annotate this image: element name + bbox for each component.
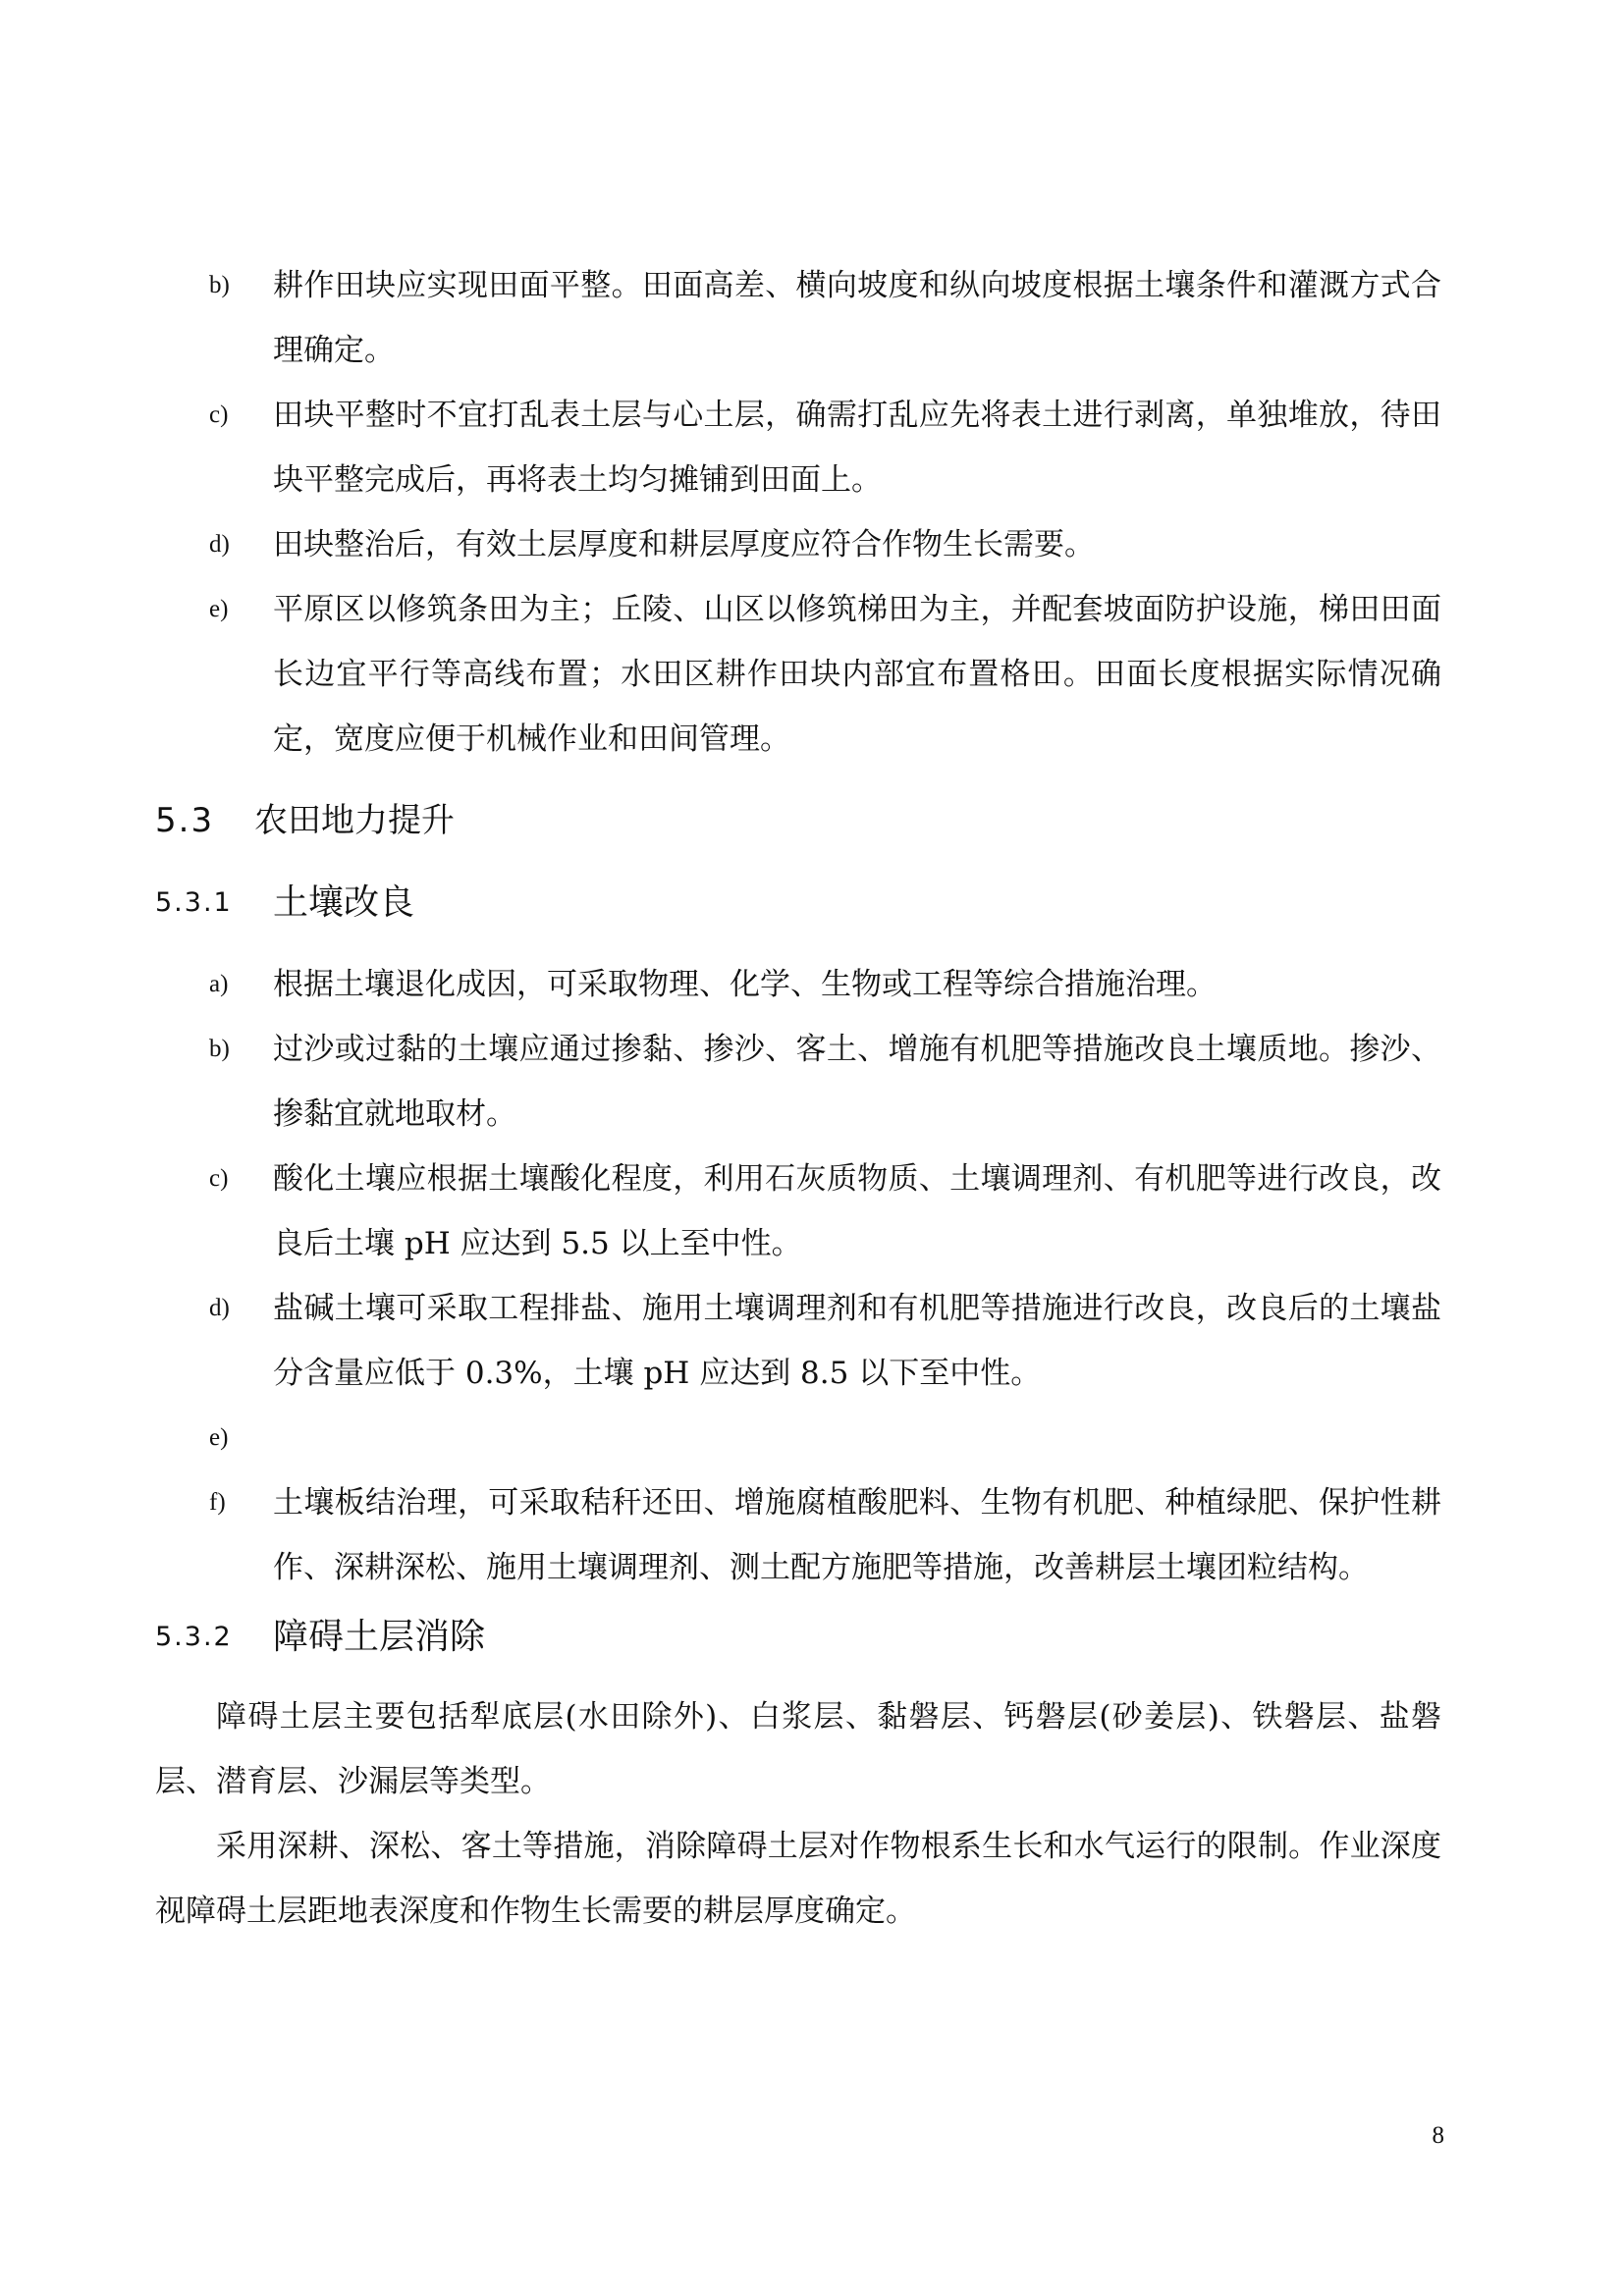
subsection-heading xyxy=(155,1618,1441,1657)
list-marker: e) xyxy=(209,1424,229,1451)
list-item-empty xyxy=(155,1406,1441,1470)
list-item xyxy=(155,1470,1441,1600)
list-marker: d) xyxy=(209,531,230,558)
list-item xyxy=(155,577,1441,772)
list-marker: e) xyxy=(209,596,229,622)
list-item xyxy=(155,1147,1441,1276)
list-item-text: 盐碱土壤可采取工程排盐、施用土壤调理剂和有机肥等措施进行改良，改良后的土壤盐分含量应低于 0.3%，土壤 pH 应达到 8.5 以下至中性。 xyxy=(273,1291,1441,1391)
list-item-text: 过沙或过黏的土壤应通过掺黏、掺沙、客土、增施有机肥等措施改良土壤质地。掺沙、掺黏宜就地取材。 xyxy=(273,1032,1441,1132)
list-marker: a) xyxy=(209,971,229,997)
subsection-number: 5.3.2 xyxy=(155,1622,233,1652)
list-item-text: 酸化土壤应根据土壤酸化程度，利用石灰质物质、土壤调理剂、有机肥等进行改良，改良后土壤 pH 应达到 5.5 以上至中性。 xyxy=(273,1161,1441,1261)
list-item-text: 平原区以修筑条田为主；丘陵、山区以修筑梯田为主，并配套坡面防护设施，梯田田面长边宜平行等高线布置；水田区耕作田块内部宜布置格田。田面长度根据实际情况确定，宽度应便于机械作业和田间管理。 xyxy=(273,592,1441,757)
list-item-text: 田块平整时不宜打乱表土层与心土层，确需打乱应先将表土进行剥离，单独堆放，待田块平整完成后，再将表土均匀摊铺到田面上。 xyxy=(273,398,1441,498)
list-marker: b) xyxy=(209,1036,230,1062)
soil-improvement-list xyxy=(155,952,1441,1600)
top-list xyxy=(155,253,1441,772)
list-item xyxy=(155,512,1441,577)
list-marker: c) xyxy=(209,1165,229,1192)
subsection-heading xyxy=(155,883,1441,923)
subsection-number: 5.3.1 xyxy=(155,887,233,918)
list-marker: f) xyxy=(209,1489,226,1516)
list-item-text: 田块整治后，有效土层厚度和耕层厚度应符合作物生长需要。 xyxy=(273,527,1095,562)
list-marker: d) xyxy=(209,1295,230,1321)
section-title: 农田地力提升 xyxy=(254,801,455,840)
section-heading xyxy=(155,801,1441,840)
list-item xyxy=(155,253,1441,383)
subsection-title: 土壤改良 xyxy=(273,882,415,923)
list-item xyxy=(155,1017,1441,1147)
list-item xyxy=(155,383,1441,512)
page-content xyxy=(155,253,1441,1944)
body-paragraph: 障碍土层主要包括犁底层(水田除外)、白浆层、黏磐层、钙磐层(砂姜层)、铁磐层、盐磐层、潜育层、沙漏层等类型。 xyxy=(155,1699,1441,1799)
section-number: 5.3 xyxy=(155,801,215,840)
subsection-title: 障碍土层消除 xyxy=(273,1617,486,1657)
barrier-layer-paragraphs xyxy=(155,1684,1441,1944)
body-paragraph: 采用深耕、深松、客土等措施，消除障碍土层对作物根系生长和水气运行的限制。作业深度视障碍土层距地表深度和作物生长需要的耕层厚度确定。 xyxy=(155,1829,1441,1929)
list-item xyxy=(155,1276,1441,1406)
list-item-text: 土壤板结治理，可采取秸秆还田、增施腐植酸肥料、生物有机肥、种植绿肥、保护性耕作、深耕深松、施用土壤调理剂、测土配方施肥等措施，改善耕层土壤团粒结构。 xyxy=(273,1485,1441,1585)
list-marker: c) xyxy=(209,401,229,428)
list-item-text: 根据土壤退化成因，可采取物理、化学、生物或工程等综合措施治理。 xyxy=(273,967,1217,1002)
list-marker: b) xyxy=(209,272,230,298)
list-item xyxy=(155,952,1441,1017)
page-number: 8 xyxy=(1432,2122,1444,2149)
list-item-text: 耕作田块应实现田面平整。田面高差、横向坡度和纵向坡度根据土壤条件和灌溉方式合理确定。 xyxy=(273,268,1441,368)
